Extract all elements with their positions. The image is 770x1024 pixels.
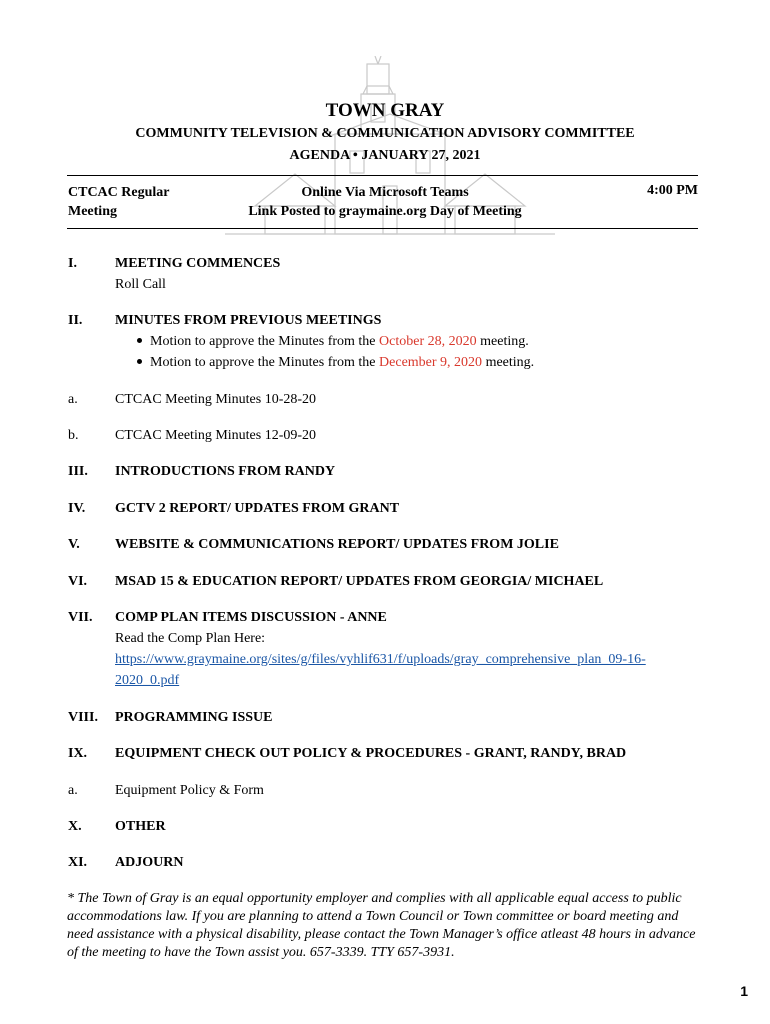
minutes-motion-october: Motion to approve the Minutes from the October 28, 2020 meeting.: [137, 334, 529, 350]
agenda-page: TOWN GRAY COMMUNITY TELEVISION & COMMUNICATION ADVISORY COMMITTEE AGENDA • JANUARY 27, 2021 CTCAC Regular Meeting Online Via Microsoft Teams Link Posted to graymaine.org Day of Meeting 4:00 PM I. MEETING COMMENCES Roll Call II. MINUTES FROM PREVIOUS MEETINGS Motion to approve the Minutes from the October 28, 2020 meeting. Motion to approve the Minutes from the December 9, 2020 meeting. a. CTCAC Meeting Minutes 10-28-20 b. CTCAC Meeting Minutes 12-09-20 III. INTRODUCTIONS FROM RANDY IV. GCTV 2 REPORT/ UPDATES FROM GRANT V. WEBSITE & COMMUNICATIONS REPORT/ UPDATES FROM JOLIE VI. MSAD 15 & EDUCATION REPORT/ UPDATES FROM GEORGIA/ MICHAEL VII. COMP PLAN ITEMS DISCUSSION - ANNE Read the Comp Plan Here: https://www.graymaine.org/sites/g/files/vyhlif631/f/uploads/gray_comprehensive_plan_09-16- 2020_0.pdf VIII. PROGRAMMING ISSUE IX. EQUIPMENT CHECK OUT POLICY & PROCEDURES - GRANT, RANDY, BRAD a. Equipment Policy & Form X. OTHER XI. ADJOURN * The Town of Gray is an equal opportunity employer and complies with all applicable equal access to public accommodations law. If you are planning to attend a Town Council or Town committee or board meeting and need assistance with a physical disability, please contact the Town Manager’s office atleast 48 hours in advance of the meeting to have the Town assist you. 657-3339. TTY 657-3931. 1: [0, 0, 770, 1024]
bullet-icon: [137, 359, 142, 364]
bullet-icon: [137, 338, 142, 343]
date-october: October 28, 2020: [379, 334, 477, 349]
comp-plan-link[interactable]: https://www.graymaine.org/sites/g/files/vyhlif631/f/uploads/gray_comprehensive_plan_09-16-: [115, 652, 646, 667]
divider-bottom: [67, 228, 698, 229]
agenda-date: AGENDA • JANUARY 27, 2021: [289, 148, 481, 163]
minutes-motion-december: Motion to approve the Minutes from the December 9, 2020 meeting.: [137, 355, 534, 371]
page-number: 1: [740, 983, 748, 999]
meeting-time: 4:00 PM: [647, 183, 698, 198]
divider-top: [67, 175, 698, 176]
page-title: TOWN GRAY: [325, 100, 445, 121]
roll-call: Roll Call: [115, 277, 166, 292]
committee-name: COMMUNITY TELEVISION & COMMUNICATION ADVISORY COMMITTEE: [135, 126, 635, 141]
comp-plan-link-continued[interactable]: 2020_0.pdf: [115, 673, 180, 688]
comp-plan-label: Read the Comp Plan Here:: [115, 631, 266, 646]
meeting-location: Online Via Microsoft Teams Link Posted to graymaine.org Day of Meeting: [248, 185, 522, 219]
date-december: December 9, 2020: [379, 355, 483, 370]
equal-access-notice: * The Town of Gray is an equal opportunity employer and complies with all applicable equal access to public accommodations law. If you are planning to attend a Town Council or Town committee or board meeting and need assistance with a physical disability, please contact the Town Manager’s office atleast 48 hours in advance of the meeting to have the Town assist you. 657-3339. TTY 657-3931.: [67, 891, 696, 960]
meeting-type: CTCAC Regular Meeting: [68, 185, 170, 219]
